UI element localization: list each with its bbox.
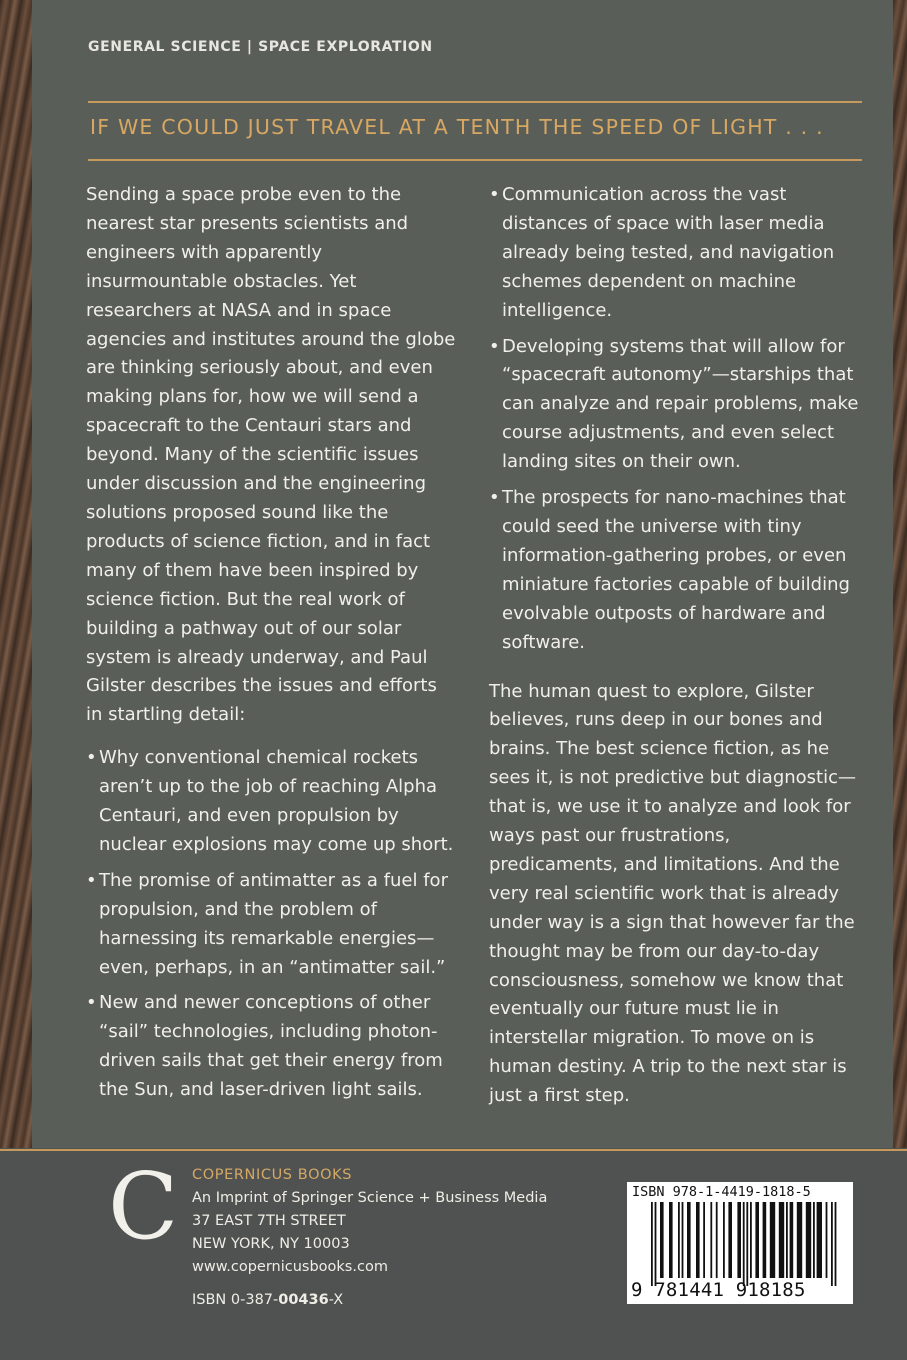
barcode-bar [755, 1202, 759, 1278]
publisher-name: COPERNICUS BOOKS [192, 1167, 353, 1183]
list-item: • The promise of antimatter as a fuel for propulsion, and the problem of harnessing its remarkable energies—even, perhaps, in an “antimatter sail.” [86, 867, 458, 983]
publisher-city: NEW YORK, NY 10003 [192, 1236, 350, 1252]
publisher-street: 37 EAST 7TH STREET [192, 1213, 346, 1229]
closing-paragraph: The human quest to explore, Gilster believes, runs deep in our bones and brains. The best science fiction, as he sees it, is not predictive but diagnostic—that is, we use it to analyze and look for ways past our frustrations, predicaments, and limitations. And the very real scientific work that is already under way is a sign that however far the thought may be from our day-to-day consciousness, somehow we know that eventually our future must lie in interstellar migration. To move on is human destiny. A trip to the next star is just a first step. [489, 680, 857, 1107]
isbn-prefix: ISBN 0-387- [192, 1292, 279, 1308]
barcode-bar [831, 1202, 833, 1286]
isbn-10 [192, 1289, 547, 1312]
right-column [489, 181, 864, 1111]
intro-paragraph: Sending a space probe even to the nearest star presents scientists and engineers with apparently insurmountable obstacles. Yet researchers at NASA and in space agencies and institutes around the globe are thinking seriously about, and even making plans for, how we will send a spacecraft to the Centauri stars and beyond. Many of the scientific issues under discussion and the engineering solutions proposed sound like the products of science fiction, and in fact many of them have been inspired by science fiction. But the real work of building a pathway out of our solar system is already underway, and Paul Gilster describes the issues and efforts in startling detail: [86, 184, 456, 726]
barcode-bar [728, 1202, 732, 1278]
barcode-bar [660, 1202, 664, 1278]
barcode-bar [696, 1202, 700, 1278]
barcode-bar [710, 1202, 712, 1278]
barcode-bar [703, 1202, 705, 1278]
list-item: • Why conventional chemical rockets aren’t up to the job of reaching Alpha Centauri, and even propulsion by nuclear explosions may come up short. [86, 744, 458, 860]
barcode-bar [779, 1202, 784, 1278]
barcode-bar [806, 1202, 811, 1278]
barcode-bar [817, 1202, 822, 1278]
list-item: • Developing systems that will allow for “spacecraft autonomy”—starships that can analyze and repair problems, make course adjustments, and even select landing sites on their own. [489, 333, 864, 478]
publisher-logo: C [108, 1153, 179, 1260]
barcode-bar [797, 1202, 802, 1278]
barcode-bar [678, 1202, 680, 1278]
barcode-bar [682, 1202, 684, 1278]
right-bullet-list [489, 181, 864, 658]
headline-rule-bottom [88, 159, 862, 161]
barcode-bar [763, 1202, 767, 1278]
barcode-bar [716, 1202, 718, 1278]
barcode-bar [737, 1202, 741, 1278]
isbn-bold: 00436 [278, 1292, 329, 1308]
list-item: • The prospects for nano-machines that could seed the universe with tiny information-gathering probes, or even miniature factories capable of building evolvable outposts of hardware and software. [489, 484, 864, 657]
barcode-bar [826, 1202, 828, 1278]
barcode-bar [746, 1202, 748, 1286]
category-label: GENERAL SCIENCE | SPACE EXPLORATION [88, 39, 433, 55]
barcode-bar [790, 1202, 794, 1278]
publisher-info [192, 1164, 547, 1312]
left-column [86, 181, 458, 1105]
list-item: • New and newer conceptions of other “sail” technologies, including photon-driven sails that get their energy from the Sun, and laser-driven light sails. [86, 989, 458, 1105]
barcode-bar [813, 1202, 815, 1278]
publisher-imprint: An Imprint of Springer Science + Business Media [192, 1190, 548, 1206]
ean-digits: 9 781441 918185 [631, 1279, 806, 1301]
barcode-bar [750, 1202, 752, 1278]
barcode-bar [786, 1202, 788, 1278]
barcode-bar [835, 1202, 837, 1286]
barcode-bar [651, 1202, 653, 1286]
isbn-suffix: -X [328, 1292, 344, 1308]
isbn-13-label: ISBN 978-1-4419-1818-5 [632, 1184, 811, 1200]
barcode-bar [687, 1202, 691, 1278]
barcode-bar [669, 1202, 673, 1278]
barcode-bar [770, 1202, 775, 1278]
footer-rule [0, 1149, 907, 1151]
list-item: • Communication across the vast distances of space with laser media already being tested, and navigation schemes dependent on machine intelligence. [489, 181, 864, 326]
barcode-bar [723, 1202, 725, 1278]
publisher-website: www.copernicusbooks.com [192, 1259, 388, 1275]
headline-rule-top [88, 101, 862, 103]
barcode-bar [655, 1202, 657, 1286]
left-bullet-list [86, 744, 458, 1105]
barcode-bar [743, 1202, 745, 1286]
barcode [627, 1182, 853, 1304]
headline: IF WE COULD JUST TRAVEL AT A TENTH THE SPEED OF LIGHT . . . [90, 115, 824, 139]
